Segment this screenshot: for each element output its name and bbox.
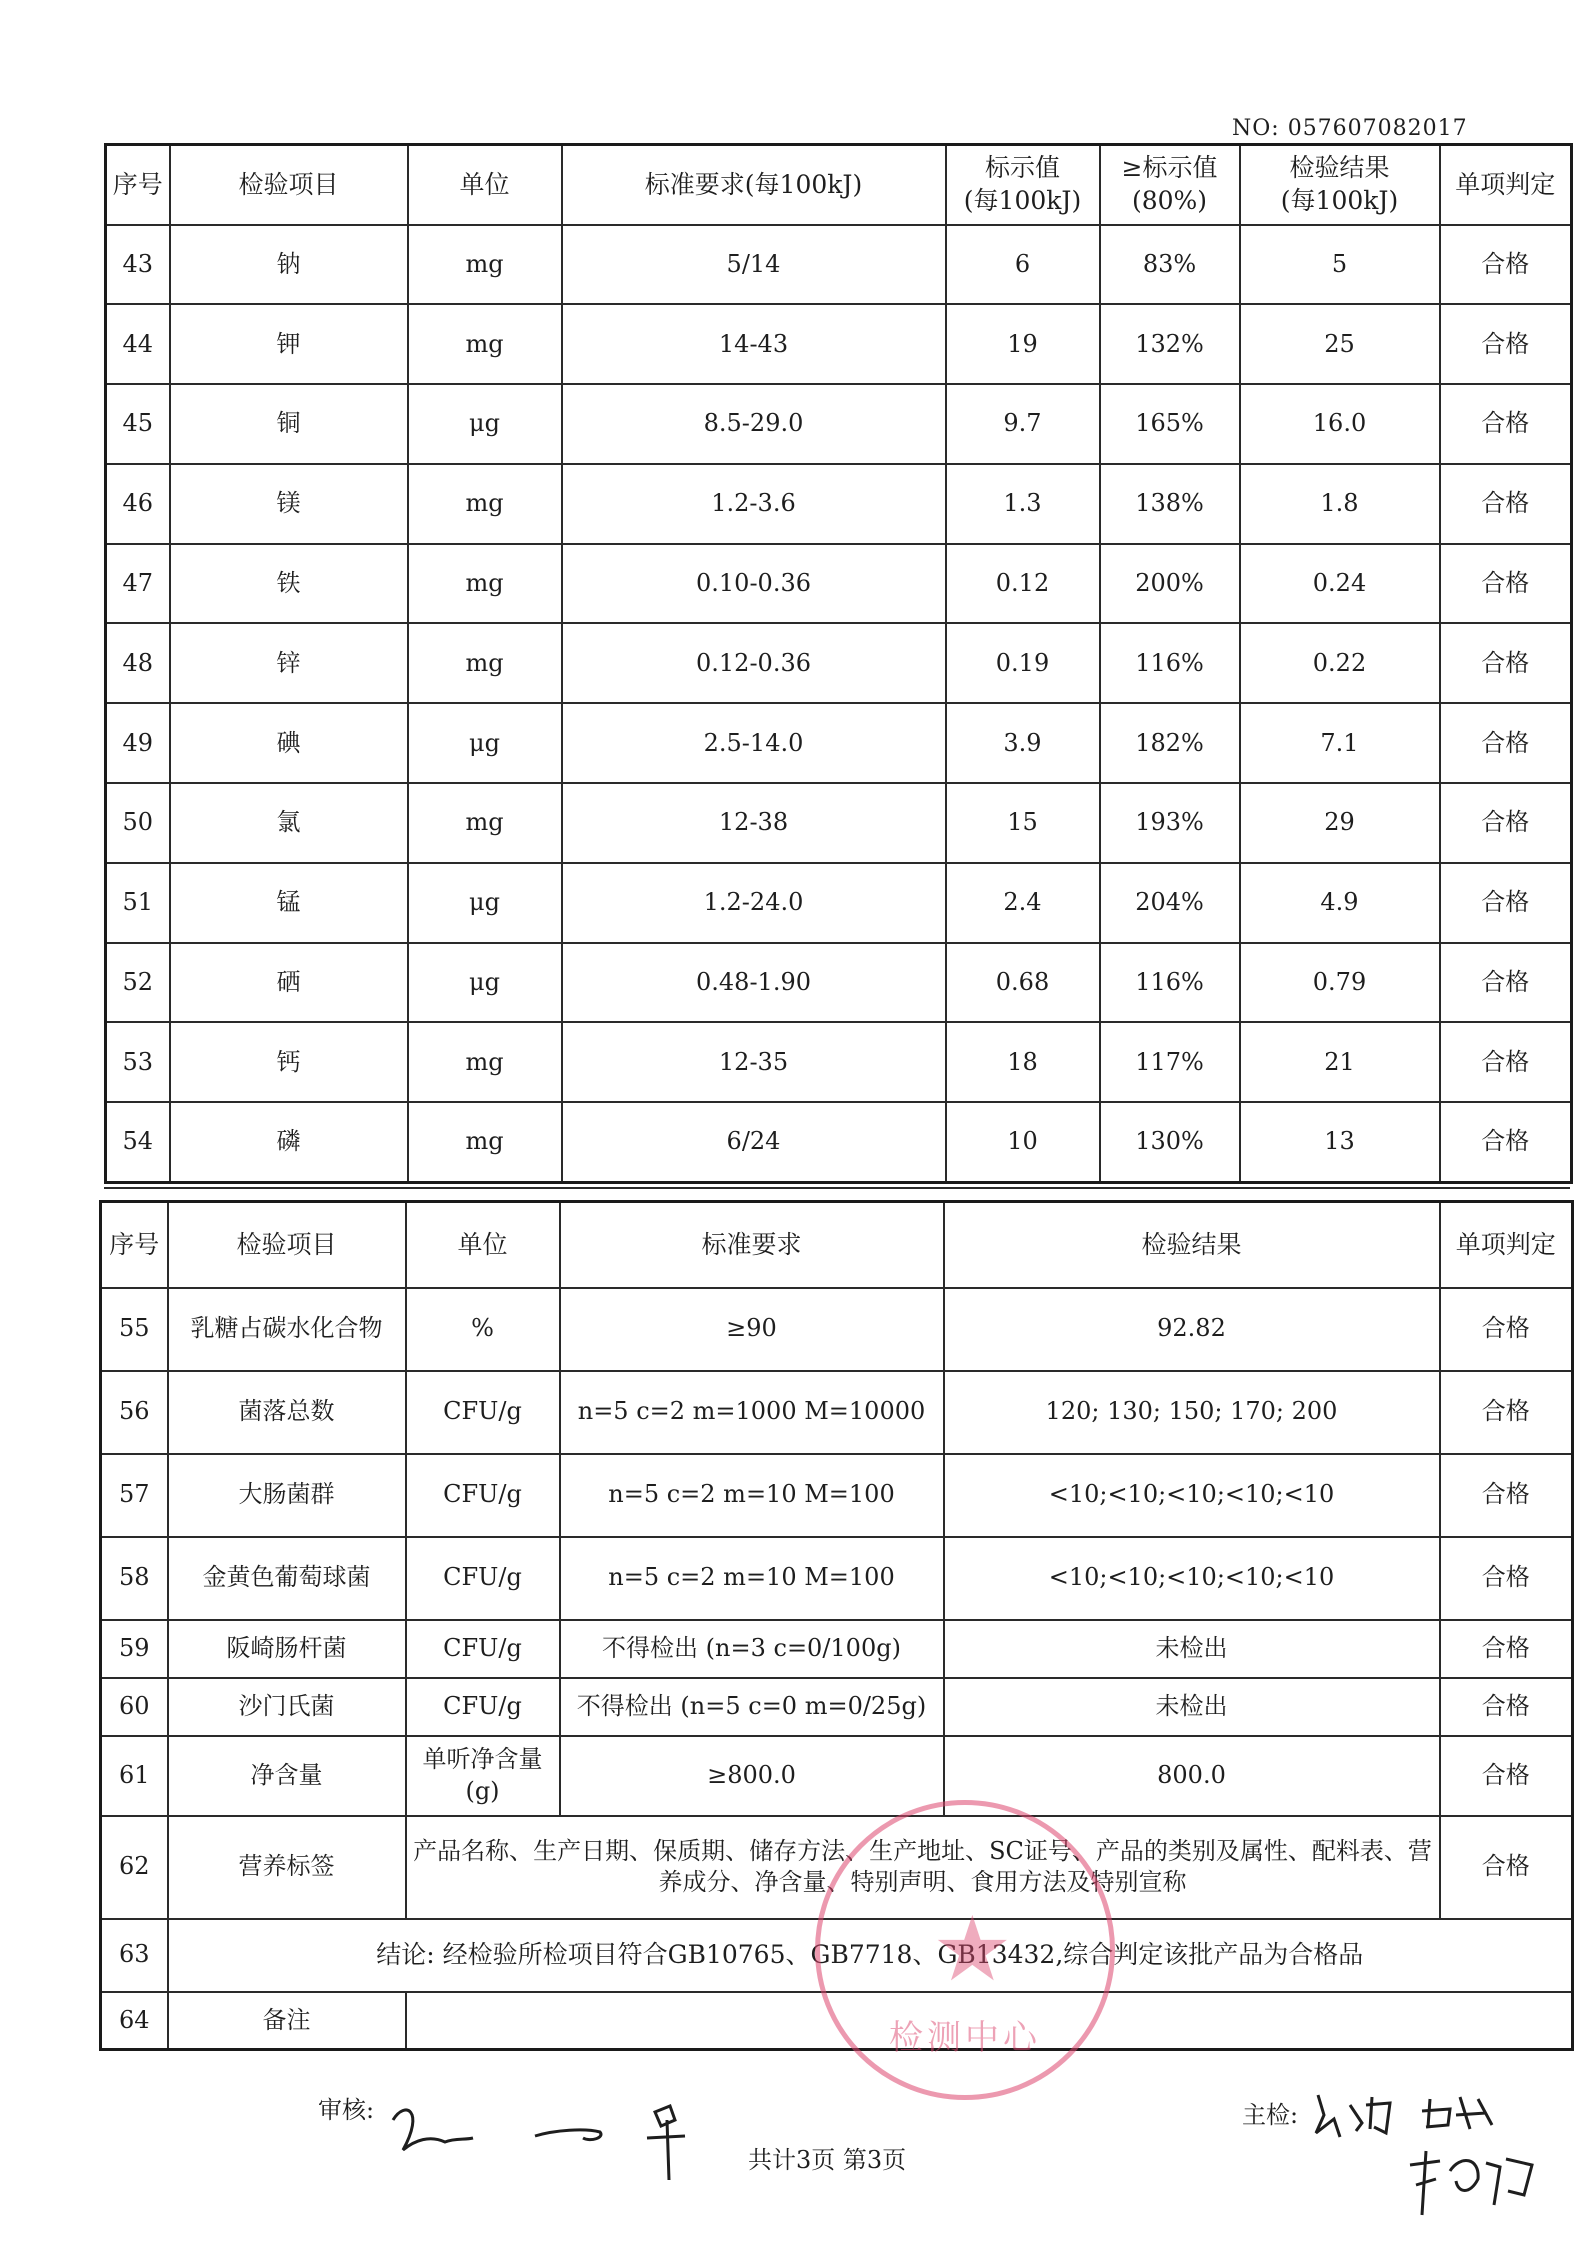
row-verdict: 合格: [1440, 464, 1572, 544]
table-row: [106, 1102, 1572, 1182]
row-unit: CFU/g: [406, 1678, 560, 1736]
row-unit: CFU/g: [406, 1537, 560, 1620]
row-verdict: 合格: [1440, 225, 1572, 305]
header-item: 检验项目: [170, 145, 408, 225]
row-label-value: 0.12: [946, 544, 1100, 624]
table-row: [106, 225, 1572, 305]
row-label-value: 2.4: [946, 863, 1100, 943]
row-result: 0.79: [1240, 943, 1440, 1023]
row-verdict: 合格: [1440, 703, 1572, 783]
row-seq: 53: [106, 1022, 170, 1102]
row-seq: 44: [106, 304, 170, 384]
row-label-value: 9.7: [946, 384, 1100, 464]
row-standard: n=5 c=2 m=1000 M=10000: [560, 1371, 944, 1454]
row-result: 0.22: [1240, 623, 1440, 703]
row-seq: 51: [106, 863, 170, 943]
row-item: 净含量: [168, 1736, 406, 1816]
row-item: 阪崎肠杆菌: [168, 1620, 406, 1678]
reviewer-signature: [385, 2080, 705, 2190]
row-label-value: 15: [946, 783, 1100, 863]
row-label-value: 0.68: [946, 943, 1100, 1023]
row-unit: mg: [408, 304, 562, 384]
row-seq: 63: [101, 1919, 168, 1992]
row-verdict: 合格: [1440, 1454, 1573, 1537]
row-standard: ≥90: [560, 1288, 944, 1371]
row-standard: 8.5-29.0: [562, 384, 946, 464]
row-result: 未检出: [944, 1620, 1440, 1678]
table-row: [106, 464, 1572, 544]
row-seq: 55: [101, 1288, 168, 1371]
inspector-label: 主检:: [1242, 2101, 1299, 2129]
table-row: [106, 623, 1572, 703]
row-unit: mg: [408, 783, 562, 863]
row-item: 营养标签: [168, 1816, 406, 1919]
row-item: 金黄色葡萄球菌: [168, 1537, 406, 1620]
header-result-line2: (每100kJ): [1280, 185, 1399, 215]
row-percent: 200%: [1100, 544, 1240, 624]
row-standard: 0.12-0.36: [562, 623, 946, 703]
table-row: [101, 1371, 1573, 1454]
row-item: 镁: [170, 464, 408, 544]
row-percent: 116%: [1100, 623, 1240, 703]
row-standard: ≥800.0: [560, 1736, 944, 1816]
row-label-value: 3.9: [946, 703, 1100, 783]
row-verdict: 合格: [1440, 384, 1572, 464]
row-item: 铁: [170, 544, 408, 624]
row-item: 钙: [170, 1022, 408, 1102]
row-seq: 61: [101, 1736, 168, 1816]
row-percent: 116%: [1100, 943, 1240, 1023]
row-standard: 0.10-0.36: [562, 544, 946, 624]
row-result: 0.24: [1240, 544, 1440, 624]
row-item: 沙门氏菌: [168, 1678, 406, 1736]
row-result: 120; 130; 150; 170; 200: [944, 1371, 1440, 1454]
row-verdict: 合格: [1440, 623, 1572, 703]
table-row: [101, 1620, 1573, 1678]
header-label-value-line2: (每100kJ): [963, 185, 1082, 215]
row-verdict: 合格: [1440, 1736, 1573, 1816]
row-result: 4.9: [1240, 863, 1440, 943]
header-label-value: [946, 145, 1100, 225]
row-result: <10;<10;<10;<10;<10: [944, 1537, 1440, 1620]
row-standard: 不得检出 (n=5 c=0 m=0/25g): [560, 1678, 944, 1736]
row-item: 硒: [170, 943, 408, 1023]
row-percent: 83%: [1100, 225, 1240, 305]
table-row: [106, 384, 1572, 464]
header-standard: 标准要求: [560, 1202, 944, 1288]
star-icon: ★: [932, 1897, 1013, 2002]
inspector-signature: [1310, 2075, 1560, 2225]
table-row: [106, 544, 1572, 624]
row-unit: mg: [408, 544, 562, 624]
remark-label: 备注: [168, 1992, 406, 2050]
row-verdict: 合格: [1440, 1102, 1572, 1182]
header-seq: 序号: [106, 145, 170, 225]
row-seq: 58: [101, 1537, 168, 1620]
header-unit: 单位: [406, 1202, 560, 1288]
row-verdict: 合格: [1440, 544, 1572, 624]
row-seq: 50: [106, 783, 170, 863]
nutrient-test-table: [104, 143, 1573, 1184]
row-seq: 56: [101, 1371, 168, 1454]
row-standard: 6/24: [562, 1102, 946, 1182]
row-seq: 57: [101, 1454, 168, 1537]
row-label-value: 18: [946, 1022, 1100, 1102]
row-verdict: 合格: [1440, 304, 1572, 384]
row-unit: μg: [408, 703, 562, 783]
row-seq: 48: [106, 623, 170, 703]
row-unit: %: [406, 1288, 560, 1371]
row-seq: 46: [106, 464, 170, 544]
row-result: 21: [1240, 1022, 1440, 1102]
row-label-value: 6: [946, 225, 1100, 305]
row-result: 25: [1240, 304, 1440, 384]
row-verdict: 合格: [1440, 783, 1572, 863]
row-label-value: 0.19: [946, 623, 1100, 703]
header-standard: 标准要求(每100kJ): [562, 145, 946, 225]
row-standard: n=5 c=2 m=10 M=100: [560, 1454, 944, 1537]
table-row: [106, 863, 1572, 943]
row-verdict: 合格: [1440, 943, 1572, 1023]
row-standard: 12-38: [562, 783, 946, 863]
row-unit: μg: [408, 863, 562, 943]
row-verdict: 合格: [1440, 1371, 1573, 1454]
row-label-value: 10: [946, 1102, 1100, 1182]
table2-header-row: [101, 1202, 1573, 1288]
row-seq: 54: [106, 1102, 170, 1182]
header-unit: 单位: [408, 145, 562, 225]
row-result: 1.8: [1240, 464, 1440, 544]
header-percent-line1: ≥标示值: [1121, 153, 1218, 183]
row-standard: 2.5-14.0: [562, 703, 946, 783]
header-result: 检验结果: [944, 1202, 1440, 1288]
row-standard: 5/14: [562, 225, 946, 305]
row-item: 碘: [170, 703, 408, 783]
header-verdict: 单项判定: [1440, 145, 1572, 225]
stamp-text: 检测中心: [889, 2018, 1041, 2058]
table-row: [106, 943, 1572, 1023]
page-info: 共计3页 第3页: [748, 2146, 907, 2174]
row-unit: mg: [408, 1102, 562, 1182]
row-seq: 47: [106, 544, 170, 624]
header-percent-of-label: [1100, 145, 1240, 225]
table-row: [101, 1537, 1573, 1620]
conclusion-text: 结论: 经检验所检项目符合GB10765、GB7718、GB13432,综合判定该批产品为合格品: [168, 1919, 1573, 1992]
row-item: 钾: [170, 304, 408, 384]
row-unit: 单听净含量(g): [406, 1736, 560, 1816]
row-percent: 193%: [1100, 783, 1240, 863]
row-seq: 45: [106, 384, 170, 464]
row-percent: 204%: [1100, 863, 1240, 943]
row-standard: 0.48-1.90: [562, 943, 946, 1023]
row-result: 92.82: [944, 1288, 1440, 1371]
row-label-value: 1.3: [946, 464, 1100, 544]
row-item: 锰: [170, 863, 408, 943]
row-seq: 60: [101, 1678, 168, 1736]
row-seq: 64: [101, 1992, 168, 2050]
table-row: [101, 1454, 1573, 1537]
row-item: 铜: [170, 384, 408, 464]
header-result: [1240, 145, 1440, 225]
header-item: 检验项目: [168, 1202, 406, 1288]
row-result: 29: [1240, 783, 1440, 863]
row-seq: 49: [106, 703, 170, 783]
table-row: [106, 783, 1572, 863]
row-item: 乳糖占碳水化合物: [168, 1288, 406, 1371]
row-unit: CFU/g: [406, 1454, 560, 1537]
row-verdict: 合格: [1440, 1537, 1573, 1620]
row-percent: 165%: [1100, 384, 1240, 464]
reviewer-label: 审核:: [318, 2096, 375, 2124]
row-result: 5: [1240, 225, 1440, 305]
table-separator: [104, 1187, 1570, 1199]
row-verdict: 合格: [1440, 1816, 1573, 1919]
row-verdict: 合格: [1440, 1288, 1573, 1371]
row-unit: CFU/g: [406, 1620, 560, 1678]
row-result: <10;<10;<10;<10;<10: [944, 1454, 1440, 1537]
inspection-stamp: [815, 1800, 1115, 2100]
table-row: [106, 304, 1572, 384]
row-item: 大肠菌群: [168, 1454, 406, 1537]
row-item: 钠: [170, 225, 408, 305]
row-result: 未检出: [944, 1678, 1440, 1736]
row-seq: 43: [106, 225, 170, 305]
row-unit: mg: [408, 1022, 562, 1102]
row-verdict: 合格: [1440, 1022, 1572, 1102]
header-result-line1: 检验结果: [1289, 153, 1390, 183]
header-seq: 序号: [101, 1202, 168, 1288]
row-result: 7.1: [1240, 703, 1440, 783]
row-unit: CFU/g: [406, 1371, 560, 1454]
table-row: [101, 1736, 1573, 1816]
table-row: [101, 1678, 1573, 1736]
row-percent: 130%: [1100, 1102, 1240, 1182]
row-standard: 不得检出 (n=3 c=0/100g): [560, 1620, 944, 1678]
row-standard: 1.2-24.0: [562, 863, 946, 943]
row-item: 氯: [170, 783, 408, 863]
row-result: 16.0: [1240, 384, 1440, 464]
row-seq: 59: [101, 1620, 168, 1678]
row-label-value: 19: [946, 304, 1100, 384]
row-verdict: 合格: [1440, 1620, 1573, 1678]
table-row: [106, 1022, 1572, 1102]
row-standard: 1.2-3.6: [562, 464, 946, 544]
row-unit: mg: [408, 225, 562, 305]
row-percent: 182%: [1100, 703, 1240, 783]
row-seq: 62: [101, 1816, 168, 1919]
header-percent-line2: (80%): [1131, 185, 1208, 215]
row-item: 菌落总数: [168, 1371, 406, 1454]
row-standard: 14-43: [562, 304, 946, 384]
row-result: 13: [1240, 1102, 1440, 1182]
row-unit: mg: [408, 623, 562, 703]
document-number: NO: 057607082017: [1232, 116, 1468, 141]
row-standard: 12-35: [562, 1022, 946, 1102]
row-unit: μg: [408, 384, 562, 464]
row-seq: 52: [106, 943, 170, 1023]
row-percent: 132%: [1100, 304, 1240, 384]
table-row: [106, 703, 1572, 783]
table1-header-row: [106, 145, 1572, 225]
row-verdict: 合格: [1440, 1678, 1573, 1736]
row-verdict: 合格: [1440, 863, 1572, 943]
nutrition-label-requirements: 产品名称、生产日期、保质期、储存方法、生产地址、SC证号、产品的类别及属性、配料表、营养成分、净含量、特别声明、食用方法及特别宣称: [406, 1816, 1440, 1919]
row-item: 锌: [170, 623, 408, 703]
row-result: 800.0: [944, 1736, 1440, 1816]
row-unit: mg: [408, 464, 562, 544]
header-label-value-line1: 标示值: [984, 153, 1060, 183]
row-item: 磷: [170, 1102, 408, 1182]
row-percent: 138%: [1100, 464, 1240, 544]
row-percent: 117%: [1100, 1022, 1240, 1102]
table-row: [101, 1288, 1573, 1371]
row-unit: μg: [408, 943, 562, 1023]
header-verdict: 单项判定: [1440, 1202, 1573, 1288]
row-standard: n=5 c=2 m=10 M=100: [560, 1537, 944, 1620]
